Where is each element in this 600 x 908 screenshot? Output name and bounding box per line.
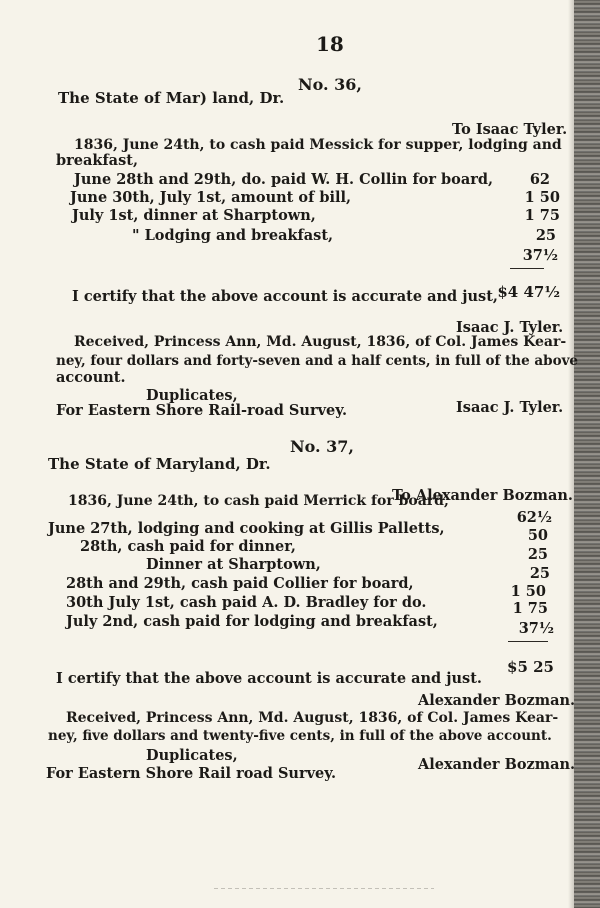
account-36-dup-signature: Isaac J. Tyler. xyxy=(456,399,564,416)
account-37-signature: Alexander Bozman. xyxy=(418,692,576,709)
account-36-line1b: breakfast, xyxy=(56,152,138,169)
account-37-total: $5 25 xyxy=(507,658,554,676)
account-36-received-2: ney, four dollars and forty-seven and a half cents, in full of the above xyxy=(56,353,579,369)
book-spine xyxy=(574,0,600,908)
account-37-received-1: Received, Princess Ann, Md. August, 1836, of Col. James Kear- xyxy=(66,710,559,726)
page-number: 18 xyxy=(316,32,344,56)
account-36-amount: 37½ xyxy=(522,247,558,264)
account-36-amount: 1 75 xyxy=(524,207,560,224)
account-36-line1: 1836, June 24th, to cash paid Messick for supper, lodging and xyxy=(74,137,562,153)
account-36-duplicates: Duplicates, xyxy=(146,387,238,404)
account-37-amount: 37½ xyxy=(518,620,554,637)
account-37-amount: 1 50 xyxy=(510,583,546,600)
account-37-line3: 28th, cash paid for dinner, xyxy=(80,538,296,555)
account-36-signature: Isaac J. Tyler. xyxy=(456,319,564,336)
account-36-survey: For Eastern Shore Rail-road Survey. xyxy=(56,402,348,419)
account-37-sum-rule xyxy=(508,641,548,642)
account-37-state-line: The State of Maryland, Dr. xyxy=(48,455,271,473)
account-37-line2: June 27th, lodging and cooking at Gillis Palletts, xyxy=(48,520,445,537)
account-37-line1: 1836, June 24th, to cash paid Merrick for board, xyxy=(68,493,449,509)
account-36-received-3: account. xyxy=(56,369,126,386)
account-36-line3: June 30th, July 1st, amount of bill, xyxy=(70,189,352,206)
account-37-line6: 30th July 1st, cash paid A. D. Bradley for do. xyxy=(66,594,427,611)
account-37-line7: July 2nd, cash paid for lodging and breakfast, xyxy=(66,613,438,630)
account-37-dup-signature: Alexander Bozman. xyxy=(418,756,576,773)
account-36-number: No. 36, xyxy=(298,75,362,94)
account-37-survey: For Eastern Shore Rail road Survey. xyxy=(46,765,337,782)
account-36-amount: 62 xyxy=(529,171,550,188)
account-36-sum-rule xyxy=(510,268,544,269)
account-37-amount: 50 xyxy=(527,527,548,544)
account-37-amount: 1 75 xyxy=(512,600,548,617)
account-37-line5: 28th and 29th, cash paid Collier for board, xyxy=(66,575,414,592)
account-37-amount: 25 xyxy=(529,565,550,582)
account-37-amount: 25 xyxy=(527,546,548,563)
account-37-certify: I certify that the above account is accurate and just. xyxy=(56,670,482,687)
bleed-through-mark xyxy=(214,888,434,889)
account-36-line2: June 28th and 29th, do. paid W. H. Collin for board, xyxy=(74,171,494,188)
account-36-received-1: Received, Princess Ann, Md. August, 1836, of Col. James Kear- xyxy=(74,334,567,350)
account-36-amount: 1 50 xyxy=(524,189,560,206)
account-37-received-2: ney, five dollars and twenty-five cents, in full of the above account. xyxy=(48,728,552,744)
account-37-amount: 62½ xyxy=(516,509,552,526)
account-36-certify: I certify that the above account is accurate and just, xyxy=(72,288,498,305)
account-36-line4: July 1st, dinner at Sharptown, xyxy=(72,207,316,224)
account-37-number: No. 37, xyxy=(290,437,354,456)
account-37-line4: Dinner at Sharptown, xyxy=(146,556,321,573)
account-36-state-line: The State of Mar) land, Dr. xyxy=(58,89,285,107)
account-37-payee: To Alexander Bozman. xyxy=(392,487,573,504)
account-36-total: $4 47½ xyxy=(497,283,560,301)
account-36-amount: 25 xyxy=(535,227,556,244)
account-36-line5: " Lodging and breakfast, xyxy=(132,227,334,244)
account-36-payee: To Isaac Tyler. xyxy=(452,121,568,138)
account-37-duplicates: Duplicates, xyxy=(146,747,238,764)
